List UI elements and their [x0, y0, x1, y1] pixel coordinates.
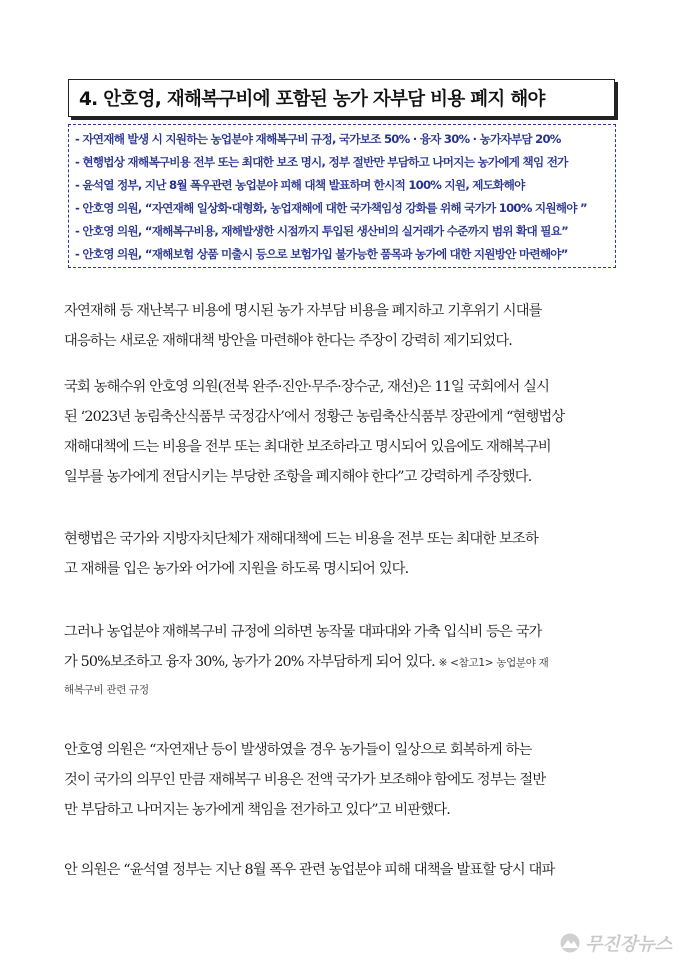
summary-item: - 현행법상 재해복구비용 전부 또는 최대한 보조 명시, 정부 절반만 부담하고 나머지는 농가에게 책임 전가 [75, 155, 568, 169]
summary-item: - 안호영 의원, “재해복구비용, 재해발생한 시점까지 투입된 생산비의 실거래가 수준까지 범위 확대 필요” [75, 224, 568, 238]
paragraph-line [64, 647, 618, 677]
paragraph-line-text: 가 50%보조하고 융자 30%, 농가가 20% 자부담하게 되어 있다. [64, 654, 435, 670]
paragraph-line: 것이 국가의 의무인 만큼 재해복구 비용은 전액 국가가 보조해야 함에도 정부는 절반 [64, 772, 546, 788]
paragraph-line: 일부를 농가에게 전담시키는 부당한 조항을 폐지해야 한다”고 강력하게 주장했다. [64, 469, 532, 485]
body-paragraph [64, 855, 618, 885]
paragraph-line: 대응하는 새로운 재해대책 방안을 마련해야 한다는 주장이 강력히 제기되었다. [64, 333, 512, 349]
summary-box [68, 124, 616, 268]
paragraph-line: 현행법은 국가와 지방자치단체가 재해대책에 드는 비용을 전부 또는 최대한 보조하 [64, 531, 538, 547]
paragraph-line: 안호영 의원은 “자연재난 등이 발생하였을 경우 농가들이 일상으로 회복하게 하는 [64, 742, 532, 758]
summary-item: - 안호영 의원, “자연재해 일상화·대형화, 농업재해에 대한 국가책임성 강화를 위해 국가가 100% 지원해야 ” [75, 201, 587, 215]
paragraph-line: 고 재해를 입은 농가와 어가에 지원을 하도록 명시되어 있다. [64, 561, 409, 577]
paragraph-line: 만 부담하고 나머지는 농가에게 책임을 전가하고 있다”고 비판했다. [64, 802, 450, 818]
summary-item: - 안호영 의원, “재해보험 상품 미출시 등으로 보험가입 불가능한 품목과 농가에 대한 지원방안 마련해야” [75, 247, 568, 261]
summary-item: - 자연재해 발생 시 지원하는 농업분야 재해복구비 규정, 국가보조 50% · 융자 30% · 농가자부담 20% [75, 132, 561, 146]
watermark-text: 무진장뉴스 [585, 934, 672, 955]
section-title-box [68, 79, 615, 117]
summary-item: - 윤석열 정부, 지난 8월 폭우관련 농업분야 피해 대책 발표하며 한시적 100% 지원, 제도화해야 [75, 178, 525, 192]
body-paragraph [64, 617, 618, 677]
watermark [559, 930, 672, 956]
paragraph-line: 국회 농해수위 안호영 의원(전북 완주·진안·무주·장수군, 재선)은 11일 국회에서 실시 [64, 379, 550, 395]
paragraph-line: 그러나 농업분야 재해복구비 규정에 의하면 농작물 대파대와 가축 입식비 등은 국가 [64, 624, 542, 640]
section-title: 4. 안호영, 재해복구비에 포함된 농가 자부담 비용 폐지 해야 [79, 89, 545, 110]
body-paragraph [64, 296, 618, 356]
body-paragraph [64, 372, 618, 492]
reference-note: ※ <참고1> 농업분야 재 [438, 657, 549, 669]
mountain-logo-icon [559, 933, 581, 953]
paragraph-line: 된 ‘2023년 농림축산식품부 국정감사’에서 정황근 농림축산식품부 장관에게 “현행법상 [64, 409, 565, 425]
paragraph-line: 재해대책에 드는 비용을 전부 또는 최대한 보조하라고 명시되어 있음에도 재해복구비 [64, 439, 551, 455]
paragraph-line: 안 의원은 “윤석열 정부는 지난 8월 폭우 관련 농업분야 피해 대책을 발표할 당시 대파 [64, 862, 555, 878]
body-paragraph [64, 735, 618, 825]
reference-note-continuation: 해복구비 관련 규정 [64, 684, 149, 696]
body-paragraph [64, 524, 618, 584]
paragraph-line: 자연재해 등 재난복구 비용에 명시된 농가 자부담 비용을 폐지하고 기후위기 시대를 [64, 303, 542, 319]
